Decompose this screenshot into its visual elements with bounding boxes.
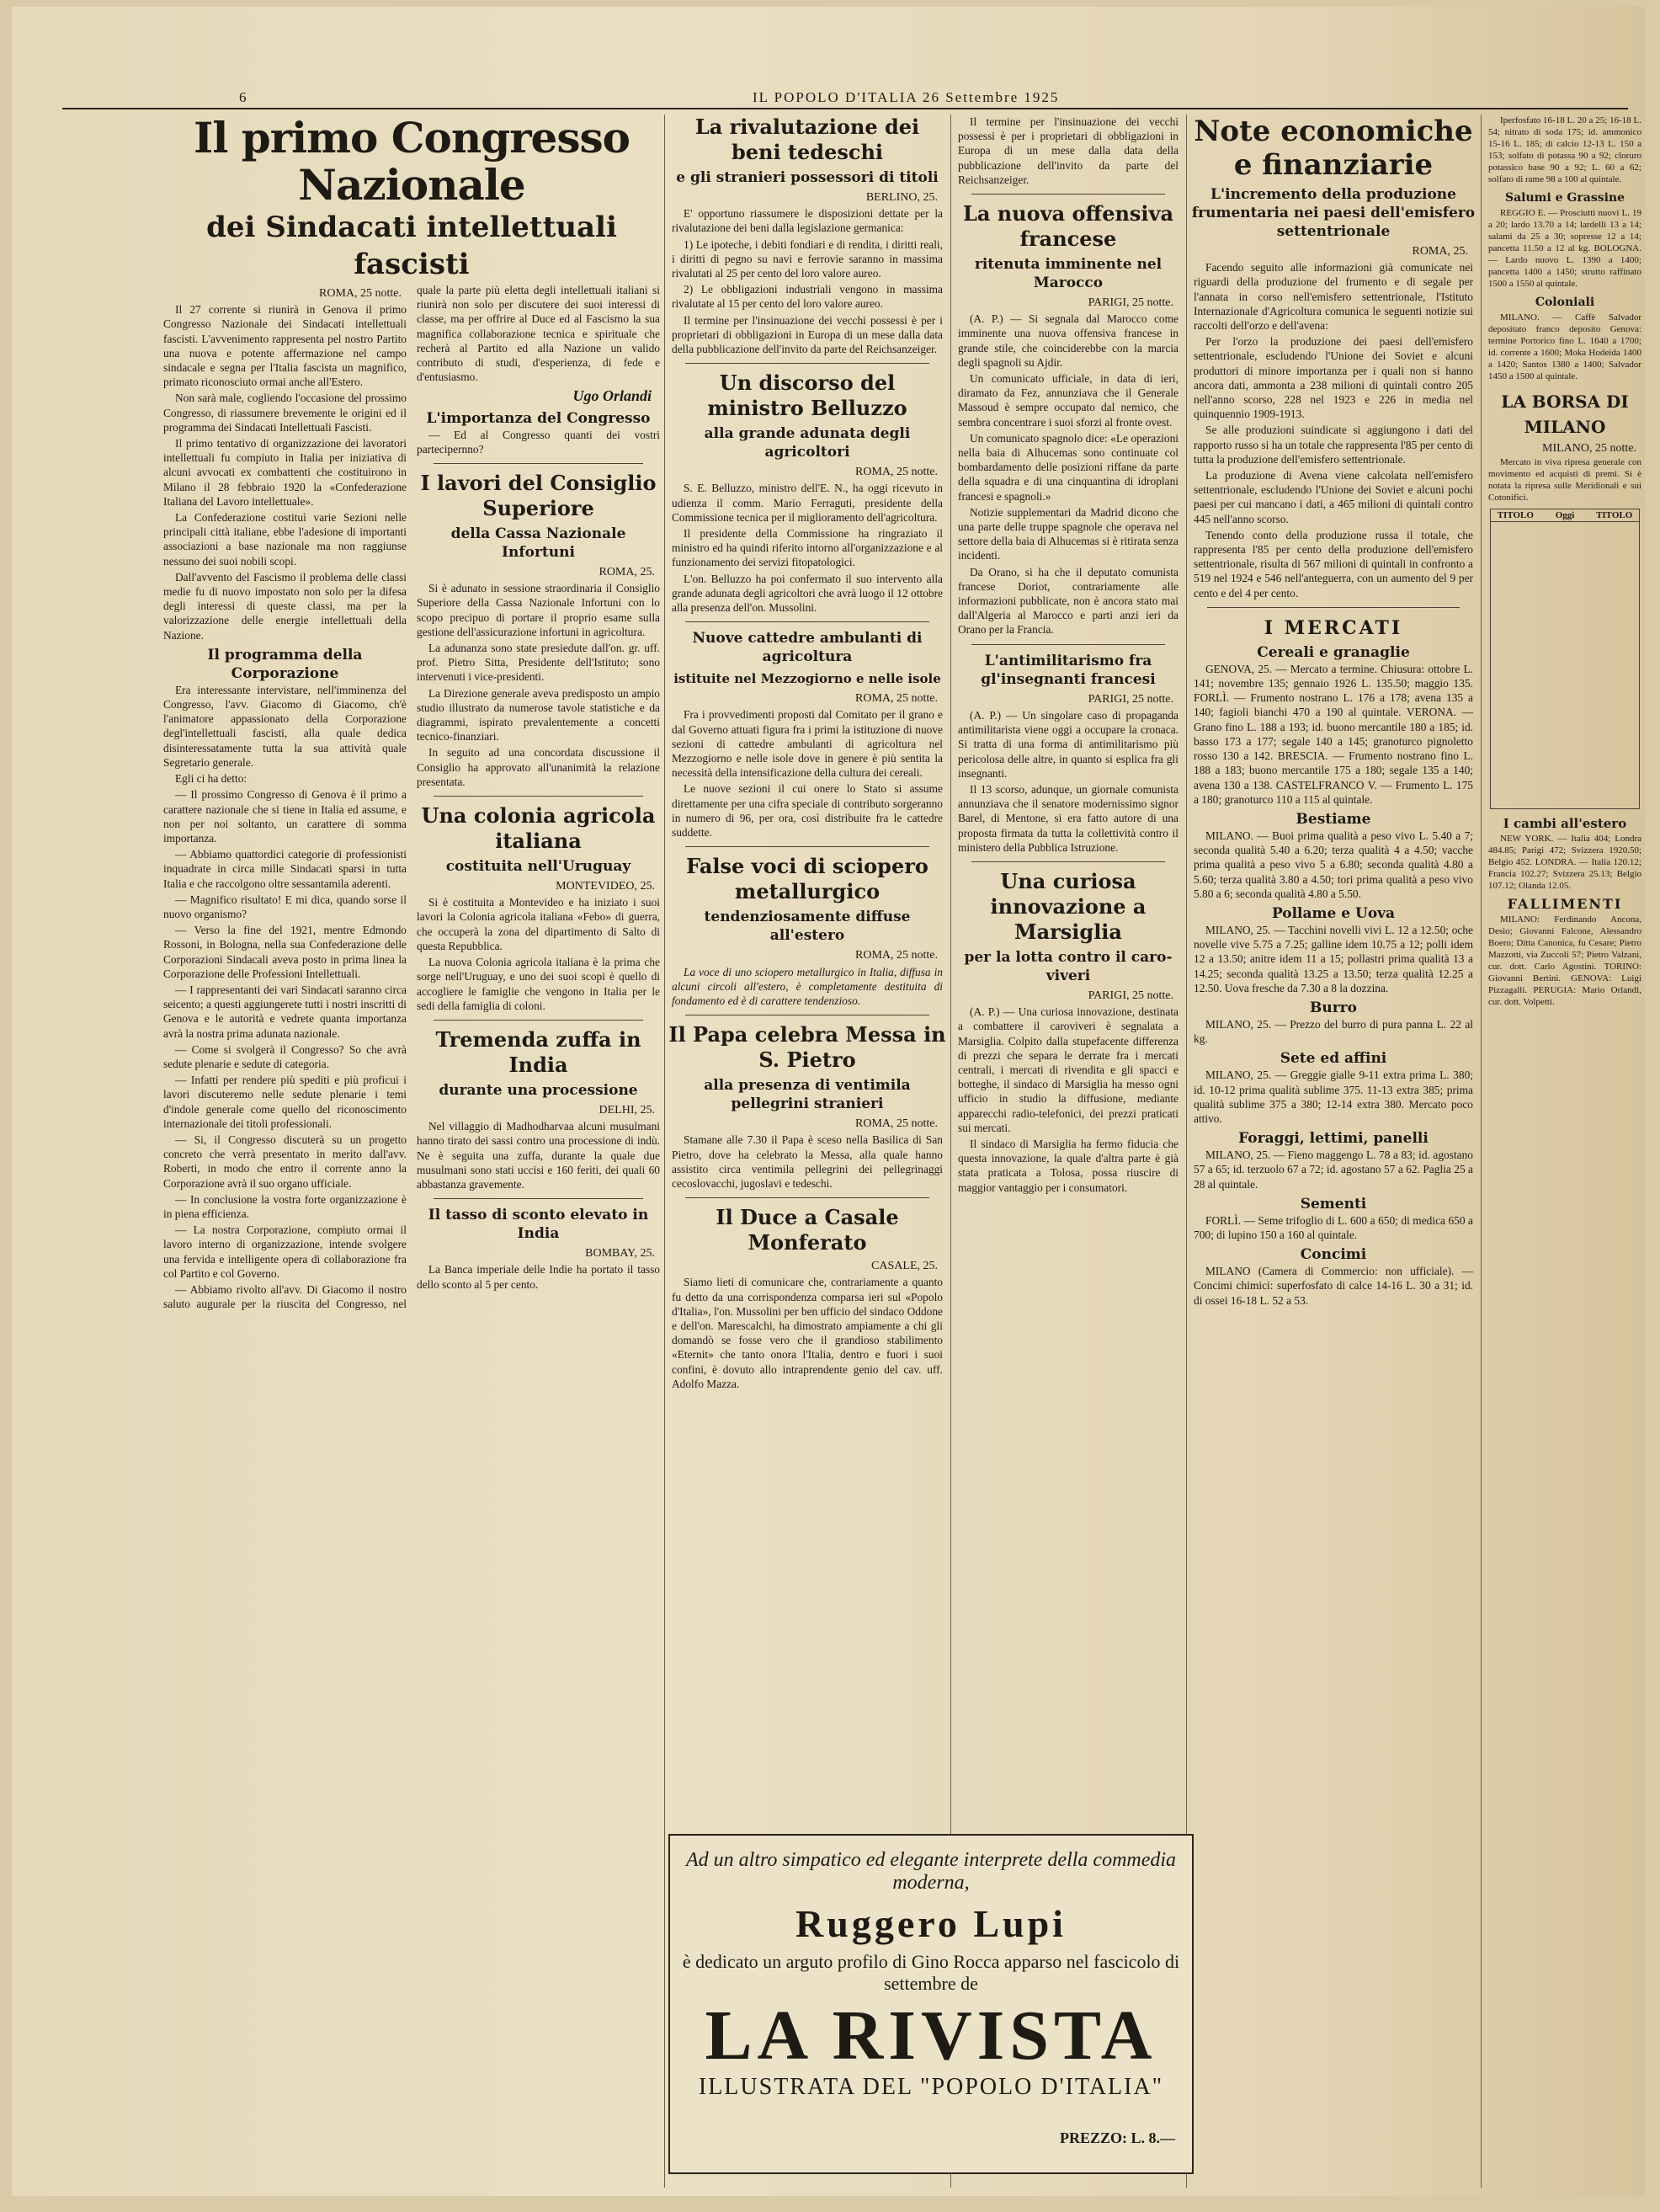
economia-headline: Note economiche e finanziarie — [1194, 115, 1473, 182]
market-text: MILANO, 25. — Tacchini novelli vivi L. 12 a 12.50; oche novelle vive 5.75 a 7.25; galline idem 10.75 a 12; polli idem 12 a 13.50; anitre idem 11 a 15; pollastri prima qualità 13 a 14.25; seconda qualità 13.25 a 13.50; terza qualità 12.25 a 12.50. Uova fresche da 7.30 a 8 la dozzina. — [1194, 923, 1473, 994]
paragraph: (A. P.) — Una curiosa innovazione, destinata a combattere il caroviveri è segnalata a Marsiglia. Colpito dalla stupefacente differenza di prezzi che separa le derrate fra i mercati centrali, i mercati di rivendita e gli spacci e botteghe, il sindaco di Marsiglia ha messo ogni ufficio in studio la diffusione, mediante apparecchi radio-telefonici, dei prezzi praticati sui mercati. — [958, 1005, 1178, 1134]
main-dateline: ROMA, 25 notte. — [319, 287, 402, 300]
stock-table-header — [1491, 509, 1639, 522]
paragraph: Se alle produzioni suindicate si aggiungono i dati del rapporto russo si ha un totale che rappresenta l'85 per cento di tutta la produzione dell'emisfero settentrionale. — [1194, 424, 1473, 466]
paragraph: La produzione di Avena viene calcolata nell'emisfero settentrionale, escludendo l'Unione dei Soviet e alcuni pochi paesi per cui mancano i dati, a 465 milioni di quintali contro 445 nell'anno scorso. — [1194, 469, 1473, 525]
divider — [685, 363, 929, 364]
paragraph: 2) Le obbligazioni industriali vengono in massima rivalutate al 15 per cento del loro valore aureo. — [672, 283, 943, 311]
dateline: BERLINO, 25. — [865, 191, 938, 204]
divider — [971, 644, 1165, 645]
mercati-section-heading: Cereali e granaglie — [1257, 643, 1410, 661]
paragraph: Stamane alle 7.30 il Papa è sceso nella Basilica di San Pietro, dove ha celebrato la Messa, alla quale hanno assistito circa ventimila pellegrini dei pellegrinaggi cecoslovacchi, jugoslavi e tedeschi. — [672, 1133, 943, 1190]
paragraph: Il termine per l'insinuazione dei vecchi possessi è per i proprietari di obbligazioni in Europa di un mese dalla data della pubblicazione dell'invito da parte del Reichsanzeiger. — [672, 313, 943, 356]
paragraph: Il 27 corrente si riunirà in Genova il primo Congresso Nazionale dei Sindacati intellettuali fascisti. L'avvenimento rappresenta pel nostro Partito una nuova e potente affermazione nel campo sindacale e segna per l'Italia fascista un magnifico, primato riconosciuto ormai anche all'Estero. — [163, 303, 407, 389]
divider — [971, 194, 1165, 195]
divider — [971, 861, 1165, 862]
column-rule — [664, 115, 665, 2188]
divider — [434, 1198, 643, 1199]
dateline: BOMBAY, 25. — [585, 1247, 655, 1261]
paragraph: La nuova Colonia agricola italiana è la prima che sorge nell'Uruguay, e uno dei suoi scopi è quello di accogliere le famiglie che vengono in Italia per le sedi della famiglia di coloni. — [417, 956, 660, 1012]
headline-cattedre: Nuove cattedre ambulanti di agricoltura — [692, 630, 923, 666]
ad-magazine: LA RIVISTA — [705, 1996, 1157, 2075]
newspaper-page — [12, 7, 1645, 2196]
market-text: MILANO. — Buoi prima qualità a peso vivo L. 5.40 a 7; seconda qualità 5.40 a 6.20; terza qualità 4 a 4.50; vacche prima qualità a peso vivo 5 a 6.80; seconda qualità 4.80 a 5.60; terza qualità 3.80 a 4.50; tori prima qualità a peso vivo 5.80 a 6; seconda qualità 4.80 a 5.50. — [1194, 829, 1473, 900]
headline-rivalutazione: La rivalutazione dei beni tedeschi — [694, 115, 920, 164]
signature: Ugo Orlandi — [572, 387, 652, 405]
paragraph: Per l'orzo la produzione dei paesi dell'emisfero settentrionale, escludendo l'Unione dei Soviet e alcuni produttori di minore importanza per i quali non si hanno ancora dati, ammonta a 238 milioni di quintali contro 205 nell'anno scorso, 228 nel 1923 e 226 in media nel quinquennio 1909-1913. — [1194, 335, 1473, 421]
paragraph: (A. P.) — Si segnala dal Marocco come imminente una nuova offensiva francese in grande stile, che coinciderebbe con la marcia degli spagnoli su Ajdir. — [958, 312, 1178, 369]
main-article-body — [163, 283, 660, 1311]
mercati-section-heading: Foraggi, lettimi, panelli — [1238, 1130, 1429, 1148]
ad-text: è dedicato un arguto profilo di Gino Rocca apparso nel fascicolo di settembre de — [682, 1951, 1180, 1994]
divider — [434, 1020, 643, 1021]
paragraph: Facendo seguito alle informazioni già comunicate nei riguardi della produzione del frumento e di segale per l'annata in corso nell'emisfero settentrionale, l'Istituto Internazionale d'Agricoltura comunica le seguenti notizie sui raccolti dell'orzo e dell'avena: — [1194, 261, 1473, 333]
headline-marsiglia: Una curiosa innovazione a Marsiglia — [990, 868, 1147, 944]
subheadline-india: durante una processione — [439, 1081, 638, 1099]
paragraph: — I rappresentanti dei vari Sindacati saranno circa seicento; a questi aggiungerete tutti i nostri inscritti di Genova e le autorità e vedrete quanta importanza avrà la nostra prima adunata nazionale. — [163, 983, 407, 1040]
rivista-advertisement — [668, 1834, 1194, 2174]
paragraph: Il 13 scorso, adunque, un giornale comunista annunziava che il senatore modernissimo signor Barel, di Mentone, si era fatto autore di una proposta firmata da tutta la collettività contro il ministero della Pubblica Istruzione. — [958, 782, 1178, 854]
main-headline: Il primo Congresso Nazionale — [193, 115, 630, 210]
subheadline-rivalutazione: e gli stranieri possessori di titoli — [676, 169, 939, 186]
paragraph: — La nostra Corporazione, compiuto ormai il lavoro interno di organizzazione, intende svolgere una fervida e intelligente opera di collaborazione fra col Partito e col Governo. — [163, 1223, 407, 1280]
dateline: ROMA, 25. — [599, 566, 655, 579]
dateline: ROMA, 25 notte. — [855, 949, 938, 962]
mercati-section-heading: Bestiame — [1296, 810, 1371, 828]
divider — [685, 1197, 929, 1198]
market-text: MILANO: Ferdinando Ancona, Desio; Giovanni Falcone, Alessandro Boero; Ditta Canonica, fu Cesare; Pietro Mazzotti, via Zuccoli 57; Pietro Valzani, cur. dott. Carlo Agostini. TORINO: Giovanni Bertini. GENOVA: Luigi Pizzagalli. PERUGIA: Mario Orlandi, cur. dott. Volpetti. — [1488, 914, 1641, 1007]
paragraph: — Magnifico risultato! E mi dica, quando sorse il nuovo organismo? — [163, 893, 407, 920]
paragraph: Un comunicato ufficiale, in data di ieri, diramato da Fez, annunziava che il Generale Massoud è sempre occupato dal nemico, che sembra concentrare i suoi sforzi al fronte ovest. — [958, 372, 1178, 429]
headline-duce: Il Duce a Casale Monferato — [716, 1205, 899, 1255]
dateline: ROMA, 25 notte. — [855, 1117, 938, 1131]
market-text: Mercato in viva ripresa generale con movimento ed acquisti di premi. Si è notata la ripresa sulle Meridionali e sui Cotonifici. — [1488, 457, 1641, 503]
column-main — [163, 115, 660, 2189]
market-text: MILANO, 25. — Fieno maggengo L. 78 a 83; id. agostano 57 a 65; id. terzuolo 67 a 72; id. agostano 57 a 62. Paglia 25 a 28 al quintale. — [1194, 1149, 1473, 1191]
headline-offensiva: La nuova offensiva francese — [962, 201, 1174, 252]
subheadline-consiglio: della Cassa Nazionale Infortuni — [450, 525, 626, 562]
paragraph: Fra i provvedimenti proposti dal Comitato per il grano e dal Governo attuati figura fra i primi la istituzione di nuove sezioni di cattedre ambulanti di agricoltura nel Mezzogiorno e nelle isole dove in genere è più sentita la necessità della intensificazione della cultura dei cereali. — [672, 708, 943, 780]
stock-table — [1490, 509, 1640, 809]
column-rule — [1481, 115, 1482, 2188]
headline-belluzzo: Un discorso del ministro Belluzzo — [707, 370, 907, 421]
market-text: GENOVA, 25. — Mercato a termine. Chiusura: ottobre L. 141; novembre 135; gennaio 1926 L. 135.50; maggio 135. FORLÌ. — Frumento nostrano L. 176 a 178; avena 135 a 140; fagioli bianchi 470 a 190 al quintale. VERONA. — Grano fino L. 188 a 193; id. buono mercantile 180 a 185; id. basso 173 a 177; segale 140 a 145; granoturco pignoletto rosso 130 a 142. BRESCIA. — Frumento nostrano fino L. 188 a 183; buono mercantile 175 a 180; segale 135 a 140; avena 130 a 138. CASTELFRANCO V. — Frumento L. 175 a 180; granoturco 110 a 115 al quintale. — [1194, 662, 1473, 806]
subheadline-belluzzo: alla grande adunata degli agricoltori — [704, 425, 911, 461]
paragraph: Dall'avvento del Fascismo il problema delle classi medie fu di nuovo impostato non solo per la difesa degli interessi di queste classi, ma per la valorizzazione delle energie intellettuali della Nazione. — [163, 570, 407, 642]
headline-papa: Il Papa celebra Messa in S. Pietro — [668, 1022, 946, 1073]
divider — [1207, 607, 1460, 608]
section-heading: L'importanza del Congresso — [426, 409, 651, 427]
salumi-heading: Salumi e Grassine — [1504, 191, 1625, 205]
table-header-cell: Oggi — [1555, 510, 1575, 520]
paragraph: E' opportuno riassumere le disposizioni dettate per la rivalutazione dei beni dalla legislazione germanica: — [672, 207, 943, 235]
mercati-section-heading: Pollame e Uova — [1271, 904, 1396, 922]
paper-date: IL POPOLO D'ITALIA 26 Settembre 1925 — [753, 89, 1060, 105]
headline-sciopero: False voci di sciopero metallurgico — [686, 854, 928, 904]
headline-antimilitarismo: L'antimilitarismo fra gl'insegnanti francesi — [981, 652, 1156, 688]
paragraph: Il presidente della Commissione ha ringraziato il ministro ed ha quindi riferito intorno all'organizzazione e al funzionamento dei servizi fitopatologici. — [672, 527, 943, 569]
ad-intro: Ad un altro simpatico ed elegante interprete della commedia moderna, — [685, 1849, 1177, 1894]
dateline: MONTEVIDEO, 25. — [556, 880, 655, 893]
market-text: REGGIO E. — Prosciutti nuovi L. 19 a 20; lardo 13.70 a 14; lardelli 13 a 14; salami da 25 a 30; sopresse 12 a 14; pancetta 11.50 a 12 al kg. BOLOGNA. — Lardo nuovo L. 1390 a 1400; pancetta 1400 a 1450; strutto raffinato 1500 a 1550 al quintale. — [1488, 208, 1641, 289]
paragraph: (A. P.) — Un singolare caso di propaganda antimilitarista viene oggi a occupare la cronaca. Si tratta di una forma di antimilitarismo più pericolosa delle altre, in quanto si esplica fra gli insegnanti. — [958, 708, 1178, 780]
paragraph: Il sindaco di Marsiglia ha fermo fiducia che questa innovazione, la quale d'altra parte è già stata praticata a Tolosa, possa riuscire di maggior vantaggio per i consumatori. — [958, 1137, 1178, 1194]
ad-magazine-sub: ILLUSTRATA DEL "POPOLO D'ITALIA" — [698, 2074, 1164, 2100]
table-header-cell: TITOLO — [1497, 510, 1534, 520]
paragraph: Si è costituita a Montevideo e ha iniziato i suoi lavori la Colonia agricola italiana «Febo» di guerra, che occuperà la zona del dipartimento di Salto di questa Repubblica. — [417, 896, 660, 952]
mercati-headline: I MERCATI — [1264, 616, 1403, 639]
paragraph: Il termine per l'insinuazione dei vecchi possessi è per i proprietari di obbligazioni in Europa di un mese dalla data della pubblicazione dell'invito da parte del Reichsanzeiger. — [958, 115, 1178, 186]
paragraph: Un comunicato spagnolo dice: «Le operazioni nella baia di Alhucemas sono continuate col bombardamento delle posizioni riffane da parte della squadra e di una cinquantina di idroplani francesi e spagnoli.» — [958, 431, 1178, 503]
mercati-section-heading: Burro — [1310, 999, 1357, 1016]
paragraph: La voce di uno sciopero metallurgico in Italia, diffusa in alcuni circoli all'estero, è completamente destituita di fondamento ed è di carattere tendenzioso. — [672, 965, 943, 1007]
subheadline-cattedre: istituite nel Mezzogiorno e nelle isole — [673, 671, 941, 687]
coloniali-heading: Coloniali — [1535, 296, 1595, 309]
borsa-headline: LA BORSA DI MILANO — [1501, 392, 1629, 437]
subheadline-marsiglia: per la lotta contro il caro-viveri — [964, 948, 1173, 984]
dateline: DELHI, 25. — [599, 1103, 655, 1117]
dateline: PARIGI, 25 notte. — [1088, 296, 1173, 310]
mercati-section-heading: Sementi — [1300, 1195, 1367, 1213]
divider — [685, 846, 929, 847]
market-text: FORLÌ. — Seme trifoglio di L. 600 a 650; di medica 650 a 700; di lupino 150 a 160 al quintale. — [1194, 1213, 1473, 1241]
divider — [434, 796, 643, 797]
paragraph: La adunanza sono state presiedute dall'on. gr. uff. prof. Pietro Sitta, Presidente dell'Istituto; sono intervenuti i vice-presidenti. — [417, 642, 660, 684]
dateline: ROMA, 25 notte. — [855, 692, 938, 706]
paragraph: — Infatti per rendere più spediti e più proficui i lavori discuteremo nelle sedute plenarie i temi d'indole generale come quello del riconoscimento internazionale dei titoli professionali. — [163, 1074, 407, 1130]
dateline: CASALE, 25. — [871, 1260, 938, 1273]
paragraph: Si è adunato in sessione straordinaria il Consiglio Superiore della Cassa Nazionale Infortuni con lo scopo precipuo di portare il proprio esame sulla gestione dell'assicurazione infortuni in agricoltura. — [417, 582, 660, 638]
dateline: PARIGI, 25 notte. — [1088, 692, 1173, 706]
headline-consiglio: I lavori del Consiglio Superiore — [420, 471, 657, 521]
paragraph: Tenendo conto della produzione russa il totale, che rappresenta l'85 per cento della produzione dell'emisfero settentrionale, risulta di 567 milioni di quintali in confronto a 519 nel 1924 e 546 nell'anteguerra, con un aumento del 9 per cento e del 4 per cento. — [1194, 528, 1473, 600]
paragraph: Le nuove sezioni il cui onere lo Stato si assume direttamente per una cifra speciale di contributo sorgeranno in numero di 96, per ora, così distribuite fra le cattedre suddette. — [672, 782, 943, 839]
divider — [434, 463, 643, 464]
market-text: NEW YORK. — Italia 404; Londra 484.85; Parigi 472; Svizzera 1920.50; Belgio 452. LONDRA. — Italia 120.12; Francia 102.27; Svizzera 25.13; Belgio 107.12; Olanda 12.05. — [1488, 834, 1641, 891]
mercati-section-heading: Sete ed affini — [1280, 1050, 1387, 1068]
headline-uruguay: Una colonia agricola italiana — [421, 803, 656, 854]
paragraph: — Si, il Congresso discuterà su un progetto concreto che verrà presentato in merito dall'avv. Roberti, in modo che entro il corrente anno la Corporazione avrà il suo organo ufficiale. — [163, 1133, 407, 1190]
paragraph: La Banca imperiale delle Indie ha portato il tasso dello sconto al 5 per cento. — [417, 1263, 660, 1291]
stock-table-body — [1491, 522, 1639, 808]
column-economia — [1190, 115, 1476, 2189]
paragraph: 1) Le ipoteche, i debiti fondiari e di rendita, i diritti reali, i diritti di pegno su navi e ferrovie saranno in massima rivalutati al 25 per cento del loro valore aureo. — [672, 237, 943, 280]
main-subheadline: dei Sindacati intellettuali fascisti — [206, 211, 617, 281]
paragraph: Egli ci ha detto: — [175, 772, 247, 786]
paragraph: — Abbiamo quattordici categorie di professionisti inquadrate in circa mille Sindacati sparsi in tutta Italia e che raccolgono oltre sessantamila aderenti. — [163, 848, 407, 890]
table-header-cell: TITOLO — [1596, 510, 1633, 520]
paragraph: — Come si svolgerà il Congresso? So che avrà sedute plenarie e sedute di categoria. — [163, 1042, 407, 1070]
dateline: ROMA, 25 notte. — [855, 466, 938, 479]
paragraph: — Abbiamo rivolto all'avv. Di Giacomo il nostro saluto augurale per la riuscita del Congresso, nel quale la parte più eletta degli intellettuali italiani si riunirà non solo per discutere dei suoi interessi di classe, ma per offrire al Duce ed al Fascismo la sua magnifica collaborazione tecnica e spirituale che recherà al Partito ed alla Nazione un valido contributo di studi, d'esperienza, di fede e d'entusiasmo. — [163, 284, 660, 1311]
ad-price: PREZZO: L. 8.— — [1059, 2129, 1175, 2146]
paragraph: L'on. Belluzzo ha poi confermato il suo intervento alla grande adunata degli agricoltori che avrà luogo il 12 ottobre alla presenza dell'on. Mussolini. — [672, 572, 943, 615]
paragraph: Siamo lieti di comunicare che, contrariamente a quanto fu detto da una corrispondenza comparsa ieri sul «Popolo d'Italia», l'on. Mussolini per ben ufficio del sindaco Oddone e dell'on. Marescalchi, ha dimostrato ampiamente a chi gli domandò se fosse vero che il grandioso stabilimento «Eternit» che tanto onora l'Italia, dentro e fuori i suoi confini, è dovuto allo intraprendente genio del cav. uff. Adolfo Mazza. — [672, 1276, 943, 1390]
economia-subheadline: L'incremento della produzione frumentaria nei paesi dell'emisfero settentrionale — [1191, 186, 1476, 240]
ad-name: Ruggero Lupi — [795, 1902, 1067, 1945]
paragraph: La Confederazione costituì varie Sezioni nelle principali città italiane, ebbe l'adesione di importanti associazioni a base nazionale ma non raggiunse nessuno dei suoi nobili scopi. — [163, 511, 407, 568]
subheadline-papa: alla presenza di ventimila pellegrini stranieri — [704, 1077, 911, 1113]
subheadline-sciopero: tendenziosamente diffuse all'estero — [704, 909, 911, 945]
paragraph: In seguito ad una concordata discussione il Consiglio ha approvato all'unanimità la relazione presentata. — [417, 746, 660, 788]
mercati-section-heading: Concimi — [1300, 1246, 1367, 1264]
paragraph: — Ed al Congresso quanti dei vostri partecipernno? — [417, 428, 660, 456]
paragraph: — In conclusione la vostra forte organizzazione è in piena efficienza. — [163, 1192, 407, 1220]
market-text: MILANO, 25. — Prezzo del burro di pura panna L. 22 al kg. — [1194, 1017, 1473, 1046]
masthead — [62, 89, 1628, 109]
paragraph: Notizie supplementari da Madrid dicono che una parte delle truppe spagnole che operava nel settore della baia di Alhucemas si è ritirata senza incidenti. — [958, 505, 1178, 562]
dateline: PARIGI, 25 notte. — [1088, 989, 1173, 1002]
market-text: MILANO. — Caffè Salvador depositato franco deposito Genova: termine Portorico fino L. 1640 a 1700; id. corrente a 1600; Moka Hodeida 1400 a 1420; Santos 1380 a 1400; Salvador 1450 a 1500 al quintale. — [1488, 312, 1641, 381]
paragraph: Non sarà male, cogliendo l'occasione del prossimo Congresso, di riassumere brevemente le origini ed il programma dei Sindacati Intellettuali Fascisti. — [163, 392, 407, 434]
divider — [685, 621, 929, 622]
headline-india: Tremenda zuffa in India — [435, 1026, 641, 1077]
paragraph: S. E. Belluzzo, ministro dell'E. N., ha oggi ricevuto in udienza il comm. Mario Ferraguti, presidente della Commissione tecnica per il miglioramento dell'agricoltura. — [672, 482, 943, 524]
subheadline-uruguay: costituita nell'Uruguay — [445, 858, 631, 876]
dateline: MILANO, 25 notte. — [1542, 442, 1636, 455]
paragraph: Da Orano, si ha che il deputato comunista francese Doriot, contrariamente alle informazioni pubblicate, non è ancora stato mai dall'Algeria al Marocco e parti anzi ieri da Orano per la Francia. — [958, 565, 1178, 637]
paragraph: — Verso la fine del 1921, mentre Edmondo Rossoni, in Bologna, nella sua Confederazione delle Corporazioni Sindacali aveva posto in prima linea la Corporazione delle Professioni Intellettuali. — [163, 924, 407, 980]
market-text: MILANO (Camera di Commercio: non ufficiale). — Concimi chimici: superfosfato di calce 14-16 L. 30 a 31; id. di ossei 16-18 L. 52 a 53. — [1194, 1265, 1473, 1307]
paragraph: Era interessante intervistare, nell'imminenza del Congresso, l'avv. Giacomo di Giacomo, ch'è l'animatore appassionato della Corporazione degl'intellettuali fascisti, alla quale dedica disinteressatamente tutta la sua attività quale Segretario generale. — [163, 683, 407, 769]
fallimenti-heading: FALLIMENTI — [1507, 896, 1623, 912]
subheadline-offensiva: ritenuta imminente nel Marocco — [974, 256, 1163, 292]
headline-sconto: Il tasso di sconto elevato in India — [428, 1207, 649, 1243]
paragraph: Nel villaggio di Madhodharvaa alcuni musulmani hanno tirato dei sassi contro una processione di indù. Ne è seguita una zuffa, durante la quale due musulmani sono stati uccisi e 160 feriti, dei quali 60 abbastanza gravemente. — [417, 1120, 660, 1191]
paragraph: Il primo tentativo di organizzazione dei lavoratori intellettuali fu compiuto in Italia per iniziativa di alcuni avvocati ex combattenti che costituirono in Milano il 28 febbraio 1920 la «Confederazione Italiana del Lavoro intellettuale». — [163, 437, 407, 508]
market-text: MILANO, 25. — Greggie gialle 9-11 extra prima L. 380; id. 10-12 prima qualità sublime 375. 11-13 extra 385; prima qualità sublime 375 a 380; 12-14 extra 380. Mercato poco attivo. — [1194, 1069, 1473, 1125]
paragraph: La Direzione generale aveva predisposto un ampio studio illustrato da numerose tavole statistiche e da diagrammi, ispirato prevalentemente a concetti tecnico-finanziari. — [417, 686, 660, 744]
column-borsa — [1485, 115, 1645, 2189]
cambi-heading: I cambi all'estero — [1503, 816, 1627, 831]
page-number: 6 — [239, 89, 248, 105]
dateline: ROMA, 25. — [1412, 245, 1468, 258]
market-text: Iperfosfato 16-18 L. 20 a 25; 16-18 L. 54; nitrato di soda 175; id. ammonico 15-16 L. 185; di calcio 12-13 L. 150 a 153; solfato di potassa 90 a 92; cloruro potassico base 90 a 92; L. 60 a 62; solfato di rame 98 a 100 al quintale. — [1488, 115, 1641, 184]
section-heading: Il programma della Corporazione — [207, 646, 363, 682]
paragraph: — Il prossimo Congresso di Genova è il primo a carattere nazionale che si tiene in Italia ed assume, e non per noi soltanto, un carattere di somma importanza. — [163, 788, 407, 845]
